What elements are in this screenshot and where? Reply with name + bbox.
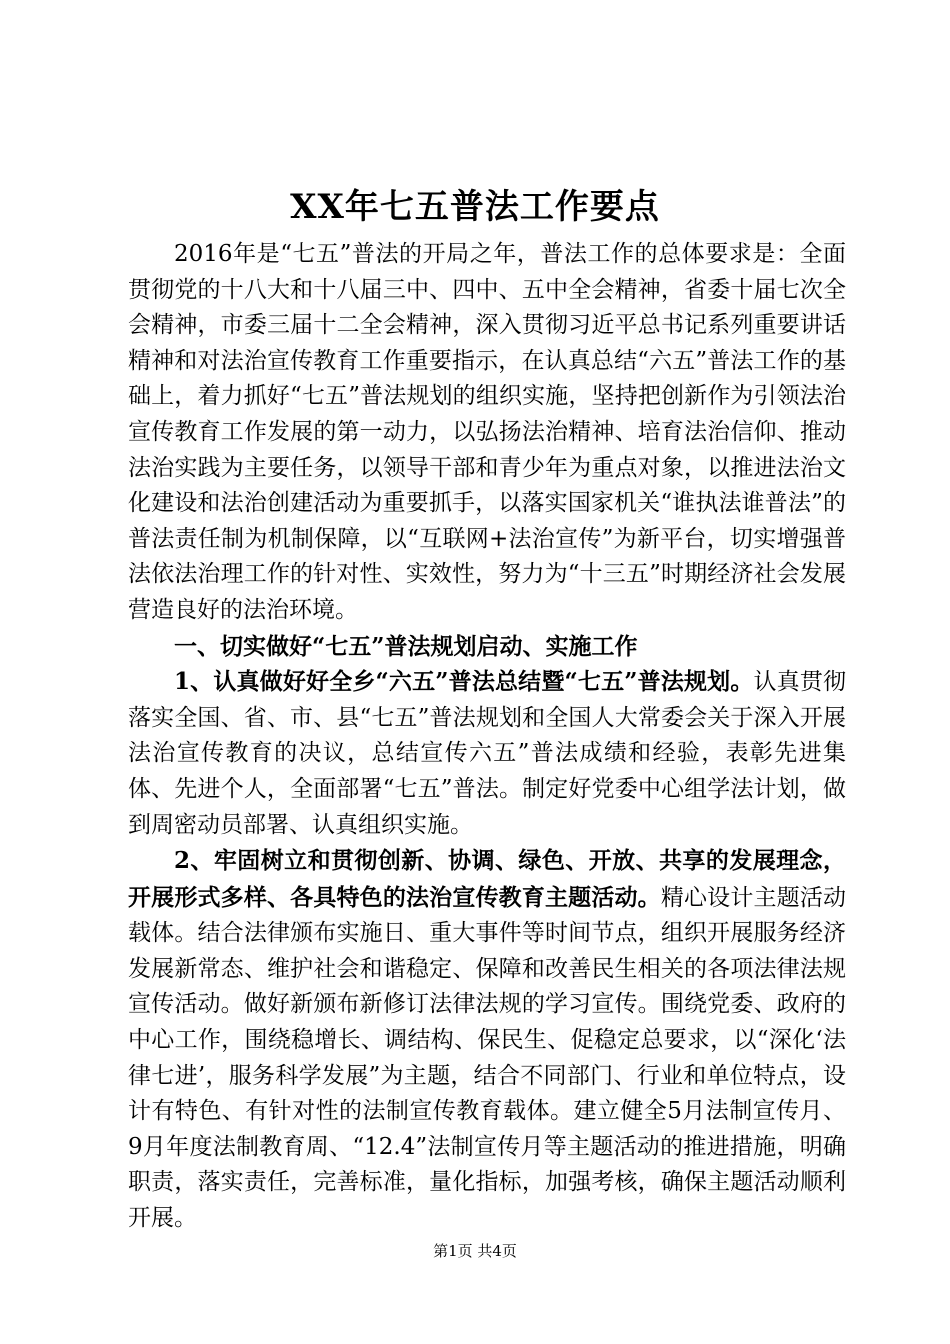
document-title: XX年七五普法工作要点 — [290, 187, 660, 227]
item-2-heading: 2、牢固树立和贯彻创新、协调、绿色、开放、共享的发展理念，开展形式多样、各具特色的法治宣传教育主题活动。 — [128, 847, 846, 911]
section-heading: 一、切实做好“七五”普法规划启动、实施工作 — [174, 632, 638, 660]
intro-paragraph: 2016年是“七五”普法的开局之年，普法工作的总体要求是：全面贯彻党的十八大和十八届三中、四中、五中全会精神，省委十届七次全会精神，市委三届十二全会精神，深入贯彻习近平总书记系列重要讲话精神和对法治宣传教育工作重要指示，在认真总结“六五”普法工作的基础上，着力抓好“七五”普法规划的组织实施，坚持把创新作为引领法治宣传教育工作发展的第一动力，以弘扬法治精神、培育法治信仰、推动法治实践为主要任务，以领导干部和青少年为重点对象，以推进法治文化建设和法治创建活动为重要抓手，以落实国家机关“谁执法谁普法”的普法责任制为机制保障，以“互联网+法治宣传”为新平台，切实增强普法依法治理工作的针对性、实效性，努力为“十三五”时期经济社会发展营造良好的法治环境。 — [128, 241, 846, 623]
item-1-paragraph — [128, 664, 846, 843]
item-1-heading: 1、认真做好好全乡“六五”普法总结暨“七五”普法规划。 — [174, 668, 754, 696]
item-2-body: 精心设计主题活动载体。结合法律颁布实施日、重大事件等时间节点，组织开展服务经济发展新常态、维护社会和谐稳定、保障和改善民生相关的各项法律法规宣传活动。做好新颁布新修订法律法规的学习宣传。围绕党委、政府的中心工作，围绕稳增长、调结构、保民生、促稳定总要求，以“深化‘法律七进’，服务科学发展”为主题，结合不同部门、行业和单位特点，设计有特色、有针对性的法制宣传教育载体。建立健全5月法制宣传月、9月年度法制教育周、“12.4”法制宣传月等主题活动的推进措施，明确职责，落实责任，完善标准，量化指标，加强考核，确保主题活动顺利开展。 — [128, 884, 847, 1232]
item-2-paragraph — [128, 843, 846, 1237]
page-number-footer: 第1页 共4页 — [433, 1242, 517, 1260]
item-1-body: 认真贯彻落实全国、省、市、县“七五”普法规划和全国人大常委会关于深入开展法治宣传教育的决议，总结宣传六五”普法成绩和经验，表彰先进集体、先进个人，全面部署“七五”普法。制定好党委中心组学法计划，做到周密动员部署、认真组织实施。 — [128, 669, 847, 838]
document-body — [128, 237, 846, 1237]
